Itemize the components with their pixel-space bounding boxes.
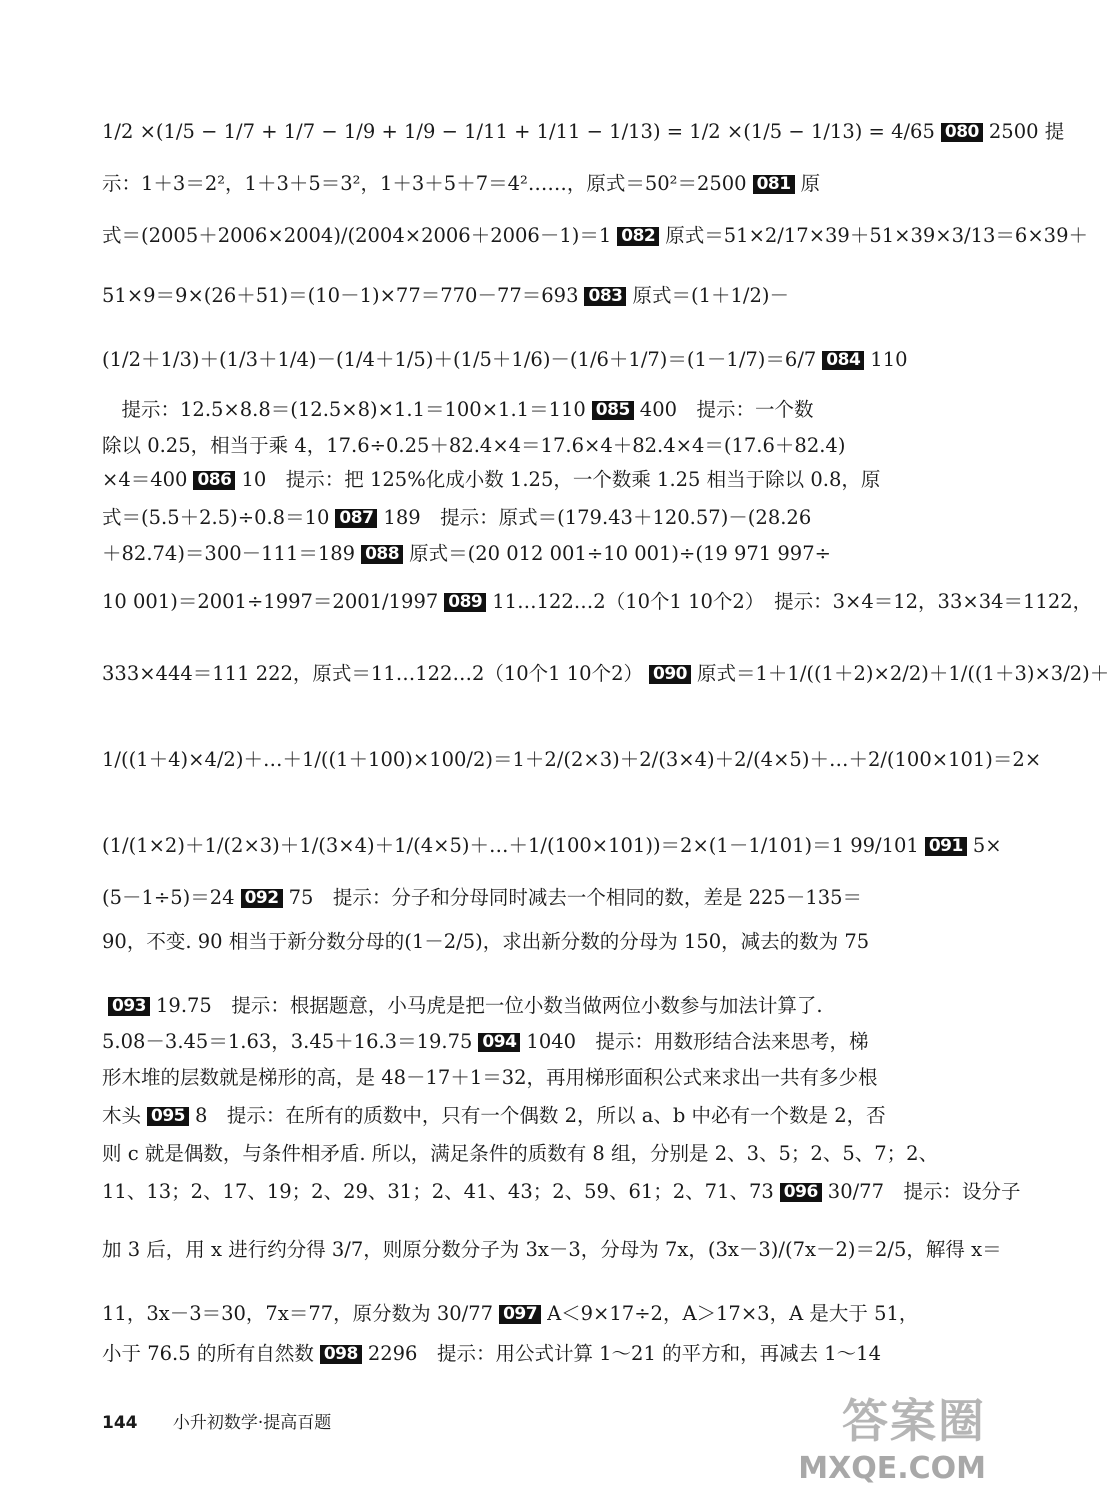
question-number-badge: 082 [617, 227, 659, 246]
line-text-before: 式＝(5.5＋2.5)÷0.8＝10 [102, 506, 330, 529]
line-text-before: 提示：12.5×8.8＝(12.5×8)×1.1＝100×1.1＝110 [102, 398, 586, 421]
line-text-before: 式＝(2005＋2006×2004)/(2004×2006＋2006－1)＝1 [102, 224, 612, 247]
question-number-badge: 096 [780, 1183, 822, 1202]
line-text-before: 333×444＝111 222，原式＝11…122…2（10个1 10个2） [102, 662, 643, 685]
text-line [102, 588, 1093, 616]
text-line [102, 1028, 942, 1056]
line-text-after: 75 提示：分子和分母同时减去一个相同的数，差是 225－135＝ [288, 886, 863, 909]
text-line [102, 540, 942, 568]
question-number-badge: 084 [822, 351, 864, 370]
text-line [102, 432, 942, 460]
line-text-after: 110 [870, 348, 908, 371]
line-text-after: 2500 提 [988, 120, 1065, 143]
line-text-after: 原式＝(1＋1/2)－ [632, 284, 789, 307]
watermark-url: MXQE.COM [798, 1451, 986, 1486]
text-line [102, 928, 942, 956]
text-line [102, 466, 942, 494]
text-line [102, 746, 1042, 774]
text-line [102, 170, 942, 198]
text-line [102, 832, 1002, 860]
line-text-before: (1/2＋1/3)＋(1/3＋1/4)－(1/4＋1/5)＋(1/5＋1/6)－(1/6＋1/7)＝(1－1/7)＝6/7 [102, 348, 817, 371]
text-line [102, 1340, 942, 1368]
line-text-after: A＜9×17÷2，A＞17×3，A 是大于 51， [547, 1302, 919, 1325]
line-text-after: 1040 提示：用数形结合法来思考，梯 [526, 1030, 869, 1053]
text-line [102, 504, 942, 532]
question-number-badge: 091 [925, 837, 967, 856]
question-number-badge: 083 [584, 287, 626, 306]
question-number-badge: 098 [320, 1345, 362, 1364]
line-text-before: 51×9＝9×(26＋51)＝(10－1)×77＝770－77＝693 [102, 284, 579, 307]
question-number-badge: 086 [193, 471, 235, 490]
line-text-after: 原式＝1＋1/((1＋2)×2/2)＋1/((1＋3)×3/2)＋ [697, 662, 1109, 685]
line-text-before: 加 3 后，用 x 进行约分得 3/7，则原分数分子为 3x－3，分母为 7x，(3x－3)/(7x－2)＝2/5，解得 x＝ [102, 1238, 1002, 1261]
page-number: 144 [102, 1413, 138, 1433]
text-line [102, 1178, 1021, 1206]
line-text-before: 5.08－3.45＝1.63，3.45＋16.3＝19.75 [102, 1030, 473, 1053]
line-text-before: ×4＝400 [102, 468, 188, 491]
text-line [102, 1102, 942, 1130]
text-line [102, 282, 942, 310]
text-line [102, 222, 1088, 250]
line-text-after: 30/77 提示：设分子 [827, 1180, 1021, 1203]
watermark [798, 1385, 986, 1486]
question-number-badge: 092 [241, 889, 283, 908]
line-text-after: 原 [800, 172, 821, 195]
question-number-badge: 081 [753, 175, 795, 194]
text-line [102, 992, 942, 1020]
question-number-badge: 080 [941, 123, 983, 142]
line-text-before: 11，3x－3＝30，7x＝77，原分数为 30/77 [102, 1302, 494, 1325]
line-text-after: 11…122…2（10个1 10个2） 提示：3×4＝12，33×34＝1122， [492, 590, 1093, 613]
line-text-before: 1/2 ×(1/5 − 1/7 + 1/7 − 1/9 + 1/9 − 1/11 + 1/11 − 1/13) = 1/2 ×(1/5 − 1/13) = 4/65 [102, 120, 935, 143]
line-text-after: 原式＝51×2/17×39＋51×39×3/13＝6×39＋ [665, 224, 1088, 247]
question-number-badge: 089 [444, 593, 486, 612]
text-line [102, 660, 1109, 688]
question-number-badge: 093 [108, 997, 150, 1016]
question-number-badge: 097 [499, 1305, 541, 1324]
text-line [102, 884, 942, 912]
line-text-after: 189 提示：原式＝(179.43＋120.57)－(28.26 [383, 506, 812, 529]
line-text-after: 原式＝(20 012 001÷10 001)÷(19 971 997÷ [409, 542, 831, 565]
line-text-after: 10 提示：把 125%化成小数 1.25，一个数乘 1.25 相当于除以 0.8，原 [241, 468, 881, 491]
text-line [102, 1140, 942, 1168]
line-text-before: 11、13；2、17、19；2、29、31；2、41、43；2、59、61；2、71、73 [102, 1180, 774, 1203]
line-text-before: ＋82.74)＝300－111＝189 [102, 542, 356, 565]
page-footer [102, 1408, 331, 1433]
line-text-before: 形木堆的层数就是梯形的高，是 48－17＋1＝32，再用梯形面积公式来求出一共有多少根 [102, 1066, 878, 1089]
line-text-before: 除以 0.25，相当于乘 4，17.6÷0.25＋82.4×4＝17.6×4＋82.4×4＝(17.6＋82.4) [102, 434, 846, 457]
question-number-badge: 095 [147, 1107, 189, 1126]
line-text-before: 示：1＋3＝2²，1＋3＋5＝3²，1＋3＋5＋7＝4²……，原式＝50²＝2500 [102, 172, 747, 195]
text-line [102, 346, 942, 374]
question-number-badge: 087 [335, 509, 377, 528]
question-number-badge: 090 [649, 665, 691, 684]
line-text-before: 1/((1＋4)×4/2)＋…＋1/((1＋100)×100/2)＝1＋2/(2×3)＋2/(3×4)＋2/(4×5)＋…＋2/(100×101)＝2× [102, 748, 1042, 771]
line-text-before: 则 c 就是偶数，与条件相矛盾. 所以，满足条件的质数有 8 组，分别是 2、3、5；2、5、7；2、 [102, 1142, 939, 1165]
text-line [102, 1300, 942, 1328]
question-number-badge: 088 [361, 545, 403, 564]
question-number-badge: 085 [592, 401, 634, 420]
text-line [102, 1064, 942, 1092]
book-title: 小升初数学·提高百题 [172, 1413, 332, 1433]
question-number-badge: 094 [478, 1033, 520, 1052]
line-text-before: 90，不变. 90 相当于新分数分母的(1－2/5)，求出新分数的分母为 150，减去的数为 75 [102, 930, 870, 953]
watermark-logo-text: 答案圈 [842, 1394, 986, 1448]
line-text-before: (5－1÷5)＝24 [102, 886, 235, 909]
text-line [102, 396, 942, 424]
text-line [102, 118, 1065, 146]
line-text-after: 400 提示：一个数 [639, 398, 814, 421]
text-line [102, 1236, 1002, 1264]
line-text-after: 5× [972, 834, 1002, 857]
line-text-after: 8 提示：在所有的质数中，只有一个偶数 2，所以 a、b 中必有一个数是 2，否 [195, 1104, 886, 1127]
line-text-before: (1/(1×2)＋1/(2×3)＋1/(3×4)＋1/(4×5)＋…＋1/(100×101))＝2×(1－1/101)＝1 99/101 [102, 834, 919, 857]
line-text-before: 木头 [102, 1104, 142, 1127]
line-text-after: 2296 提示：用公式计算 1～21 的平方和，再减去 1～14 [367, 1342, 881, 1365]
line-text-before: 10 001)＝2001÷1997＝2001/1997 [102, 590, 439, 613]
line-text-after: 19.75 提示：根据题意，小马虎是把一位小数当做两位小数参与加法计算了. [156, 994, 823, 1017]
line-text-before: 小于 76.5 的所有自然数 [102, 1342, 314, 1365]
